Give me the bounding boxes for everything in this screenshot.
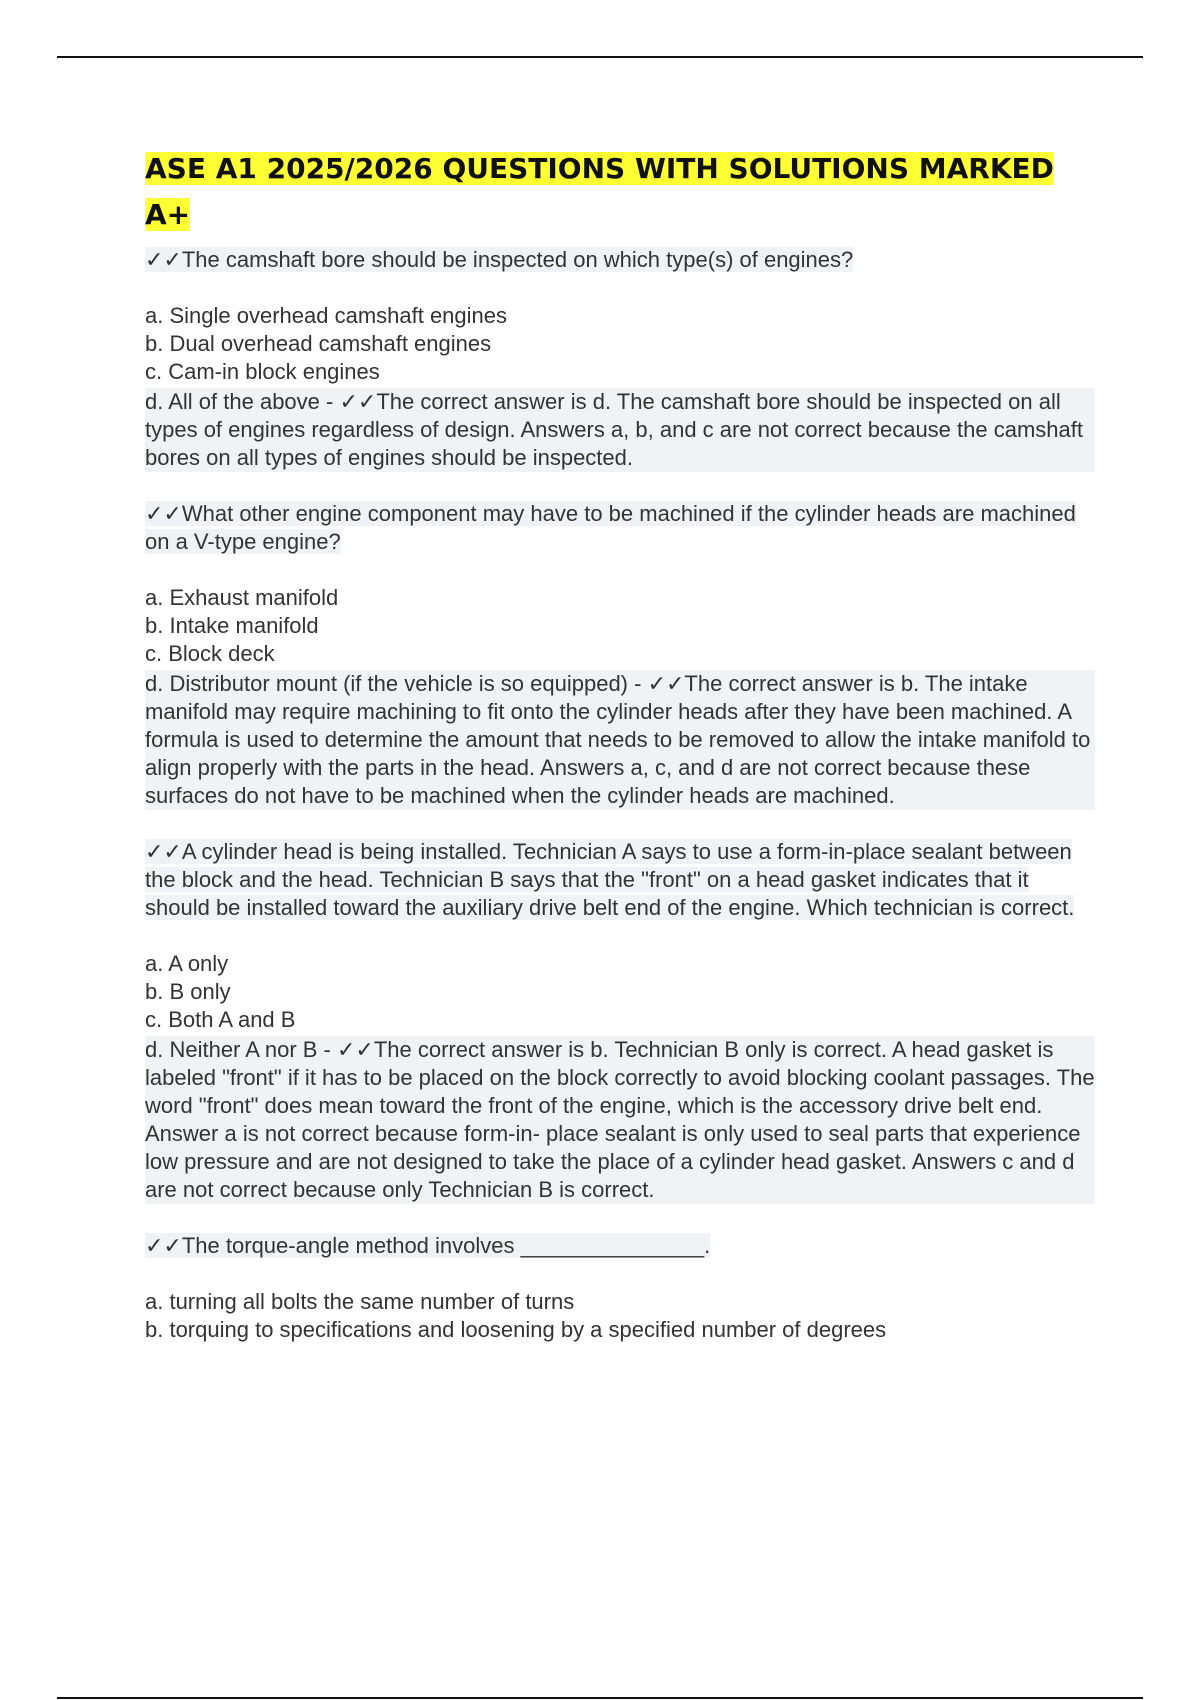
answer-explanation: d. Neither A nor B - ✓✓The correct answer is b. Technician B only is correct. A head gasket is labeled "front" if it has to be placed on the block correctly to avoid blocking coolant passages. The word "front" does mean toward the front of the engine, which is the accessory drive belt end. Answer a is not correct because form-in- place sealant is only used to seal parts that experience low pressure and are not designed to take the place of a cylinder head gasket. Answers c and d are not correct because only Technician B is correct. (145, 1037, 1095, 1202)
answer-explanation: d. Distributor mount (if the vehicle is so equipped) - ✓✓The correct answer is b. The intake manifold may require machining to fit onto the cylinder heads after they have been machined. A formula is used to determine the amount that needs to be removed to allow the intake manifold to align properly with the parts in the head. Answers a, c, and d are not correct because these surfaces do not have to be machined when the cylinder heads are machined. (145, 670, 1095, 810)
answer-option: b. torquing to specifications and loosening by a specified number of degrees (145, 1317, 887, 1342)
title-line-2: A+ (145, 198, 191, 231)
answer-option: c. Cam-in block engines (145, 359, 380, 384)
title-line-1: ASE A1 2025/2026 QUESTIONS WITH SOLUTIONS MARKED (145, 152, 1054, 185)
question-prompt: ✓✓The torque-angle method involves _______________. (145, 1233, 711, 1258)
answer-option: a. Exhaust manifold (145, 585, 339, 610)
answer-option: a. Single overhead camshaft engines (145, 303, 508, 328)
question-block-3 (145, 838, 1095, 1204)
question-prompt: ✓✓The camshaft bore should be inspected on which type(s) of engines? (145, 247, 854, 272)
question-block-1 (145, 246, 1095, 472)
document-title (145, 146, 1095, 238)
answer-option: b. B only (145, 979, 231, 1004)
footer-rule (57, 1697, 1143, 1699)
question-prompt: ✓✓A cylinder head is being installed. Technician A says to use a form-in-place sealant between the block and the head. Technician B says that the "front" on a head gasket indicates that it should be installed toward the auxiliary drive belt end of the engine. Which technician is correct. (145, 839, 1075, 920)
answer-option: a. A only (145, 951, 229, 976)
answer-option: c. Both A and B (145, 1007, 296, 1032)
question-block-2 (145, 500, 1095, 810)
answer-option: c. Block deck (145, 641, 275, 666)
question-block-4 (145, 1232, 1095, 1344)
header-rule (57, 56, 1143, 58)
answer-option: b. Intake manifold (145, 613, 319, 638)
document-body (145, 146, 1095, 1344)
question-prompt: ✓✓What other engine component may have to be machined if the cylinder heads are machined on a V-type engine? (145, 501, 1076, 554)
answer-option: a. turning all bolts the same number of turns (145, 1289, 575, 1314)
answer-option: b. Dual overhead camshaft engines (145, 331, 492, 356)
answer-explanation: d. All of the above - ✓✓The correct answer is d. The camshaft bore should be inspected on all types of engines regardless of design. Answers a, b, and c are not correct because the camshaft bores on all types of engines should be inspected. (145, 388, 1095, 472)
